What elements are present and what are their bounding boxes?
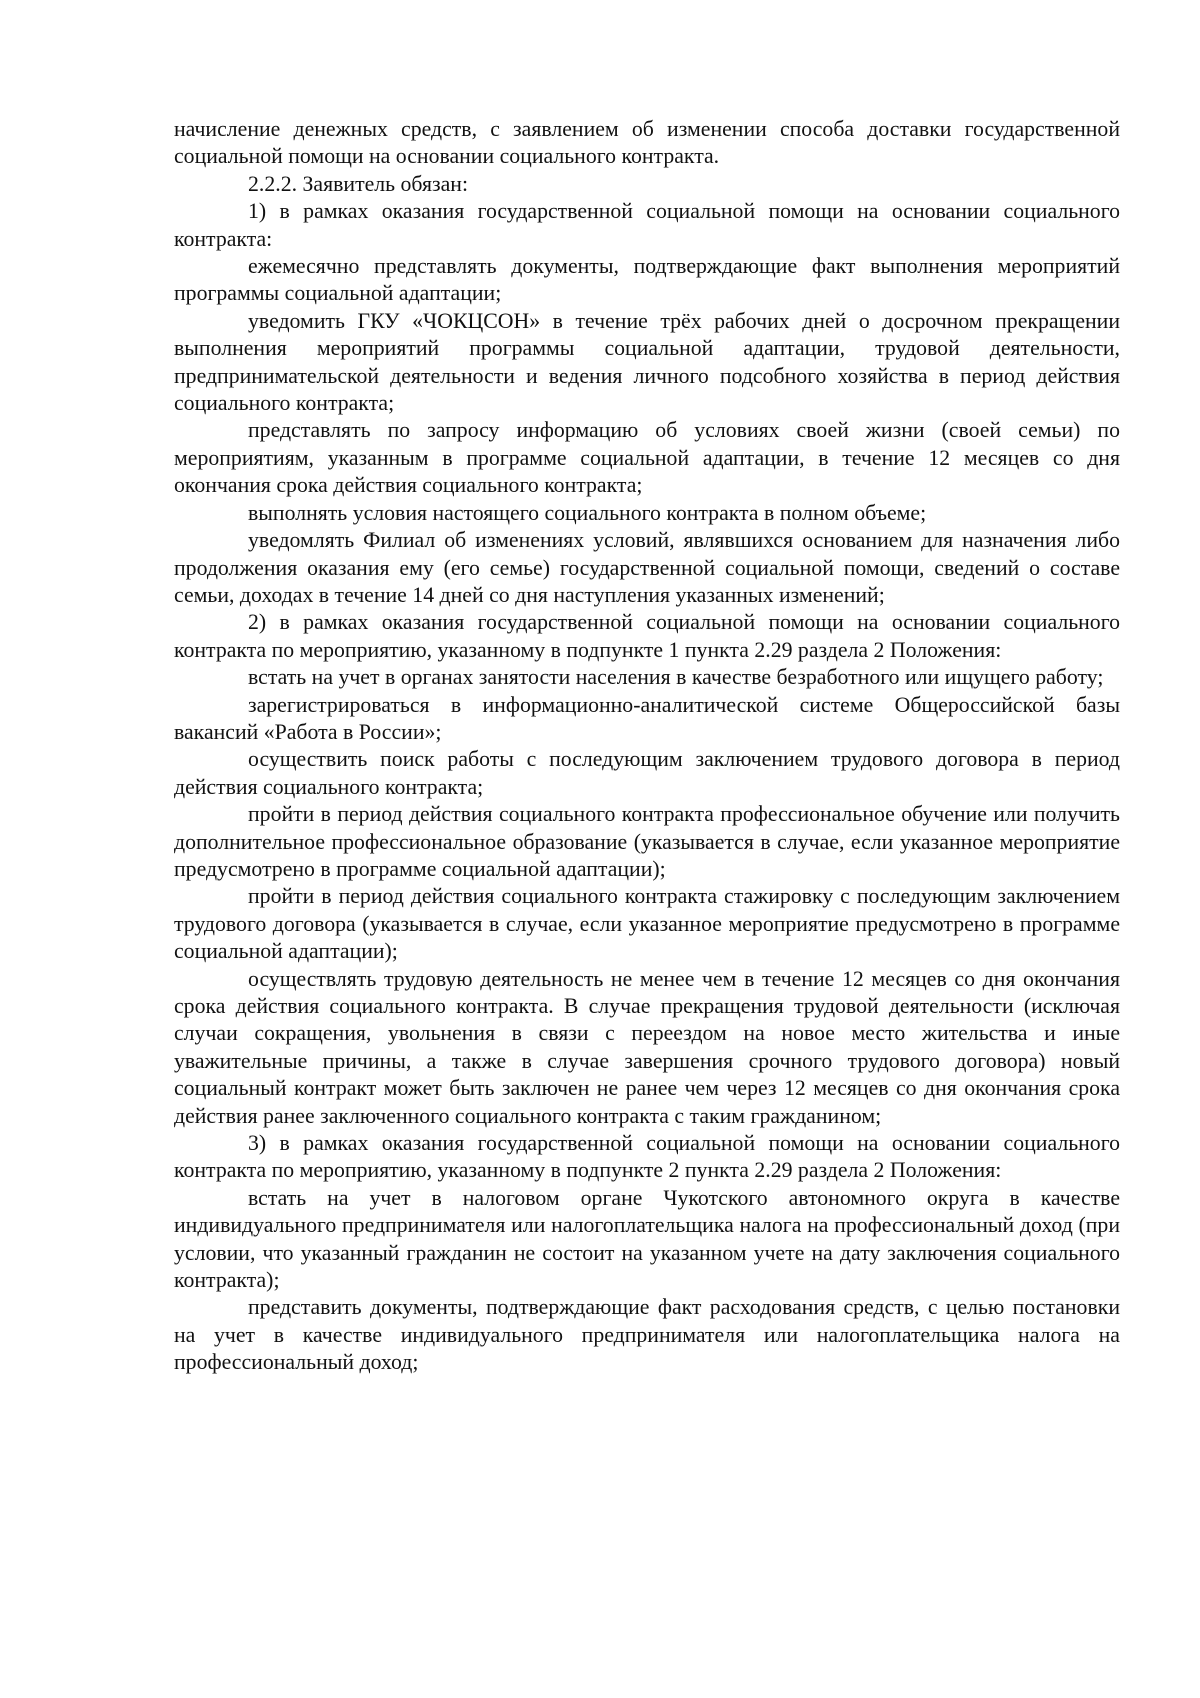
paragraph-14: пройти в период действия социального контракта стажировку с последующим заключением трудового договора (указывается в случае, если указанное мероприятие предусмотрено в программе социальной адаптации); — [174, 884, 1120, 964]
paragraph-18: представить документы, подтверждающие факт расходования средств, с целью постановки на учет в качестве индивидуального предпринимателя или налогоплательщика налога на профессиональный доход; — [174, 1295, 1120, 1375]
paragraph-3: 1) в рамках оказания государственной социальной помощи на основании социального контракта: — [174, 199, 1120, 251]
paragraph-9: 2) в рамках оказания государственной социальной помощи на основании социального контракта по мероприятию, указанному в подпункте 1 пункта 2.29 раздела 2 Положения: — [174, 610, 1120, 662]
paragraph-1: начисление денежных средств, с заявлением об изменении способа доставки государственной социальной помощи на основании социального контракта. — [174, 117, 1120, 169]
paragraph-17: встать на учет в налоговом органе Чукотского автономного округа в качестве индивидуального предпринимателя или налогоплательщика налога на профессиональный доход (при условии, что указанный гражданин не состоит на указанном учете на дату заключения социального контракта); — [174, 1185, 1120, 1293]
paragraph-5: уведомить ГКУ «ЧОКЦСОН» в течение трёх рабочих дней о досрочном прекращении выполнения мероприятий программы социальной адаптации, трудовой деятельности, предпринимательской деятельности и ведения личного подсобного хозяйства в период действия социального контракта; — [174, 308, 1120, 416]
paragraph-10: встать на учет в органах занятости населения в качестве безработного или ищущего работу; — [248, 665, 1104, 690]
paragraph-12: осуществить поиск работы с последующим заключением трудового договора в период действия социального контракта; — [174, 747, 1120, 799]
paragraph-7: выполнять условия настоящего социального контракта в полном объеме; — [248, 500, 927, 525]
paragraph-13: пройти в период действия социального контракта профессиональное обучение или получить дополнительное профессиональное образование (указывается в случае, если указанное мероприятие предусмотрено в программе социальной адаптации); — [174, 802, 1120, 881]
document-page — [174, 116, 1120, 1377]
paragraph-6: представлять по запросу информацию об условиях своей жизни (своей семьи) по мероприятиям, указанным в программе социальной адаптации, в течение 12 месяцев со дня окончания срока действия социального контракта; — [174, 418, 1120, 498]
paragraph-8: уведомлять Филиал об изменениях условий, являвшихся основанием для назначения либо продолжения оказания ему (его семье) государственной социальной помощи, сведений о составе семьи, доходах в течение 14 дней со дня наступления указанных изменений; — [174, 528, 1120, 607]
paragraph-2: 2.2.2. Заявитель обязан: — [248, 171, 469, 196]
paragraph-15: осуществлять трудовую деятельность не менее чем в течение 12 месяцев со дня окончания срока действия социального контракта. В случае прекращения трудовой деятельности (исключая случаи сокращения, увольнения в связи с переездом на новое место жительства и иные уважительные причины, а также в случае завершения срочного трудового договора) новый социальный контракт может быть заключен не ранее чем через 12 месяцев со дня окончания срока действия ранее заключенного социального контракта с таким гражданином; — [174, 966, 1120, 1128]
paragraph-4: ежемесячно представлять документы, подтверждающие факт выполнения мероприятий программы социальной адаптации; — [174, 254, 1120, 306]
paragraph-16: 3) в рамках оказания государственной социальной помощи на основании социального контракта по мероприятию, указанному в подпункте 2 пункта 2.29 раздела 2 Положения: — [174, 1131, 1120, 1183]
paragraph-11: зарегистрироваться в информационно-аналитической системе Общероссийской базы вакансий «Работа в России»; — [174, 692, 1120, 744]
